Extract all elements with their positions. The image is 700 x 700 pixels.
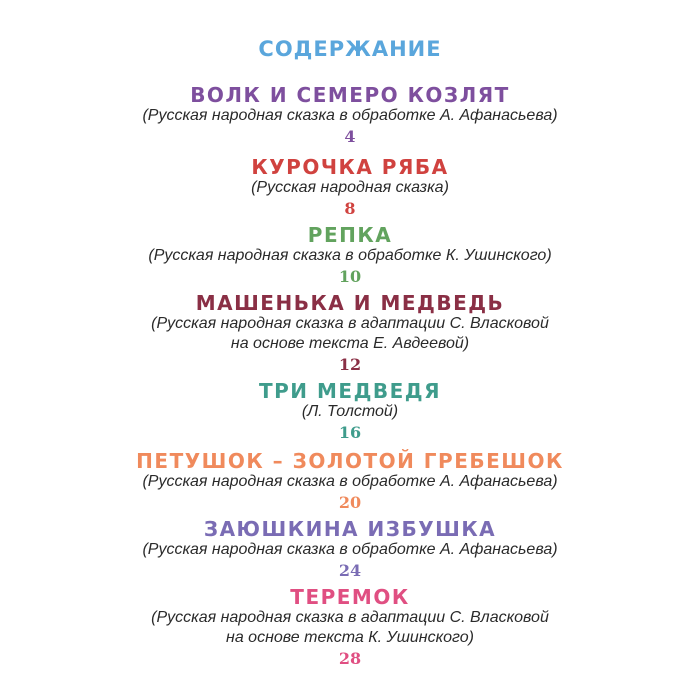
- toc-entry-page-number: 8: [344, 199, 356, 218]
- toc-entry-page-number: 4: [344, 127, 356, 146]
- toc-entry-title: ВОЛК И СЕМЕРО КОЗЛЯТ: [190, 83, 510, 107]
- toc-entry: [0, 84, 700, 148]
- toc-entry-note: на основе текста К. Ушинского): [226, 629, 474, 646]
- toc-entry-note: (Русская народная сказка): [251, 179, 449, 196]
- toc-entry: [0, 518, 700, 582]
- toc-entry-note: (Л. Толстой): [301, 403, 399, 420]
- toc-entry-note: (Русская народная сказка в обработке А. Афанасьева): [142, 473, 558, 490]
- toc-entry-note: (Русская народная сказка в обработке А. Афанасьева): [142, 541, 558, 558]
- toc-entry-note: (Русская народная сказка в обработке А. Афанасьева): [142, 107, 558, 124]
- toc-entry-title: РЕПКА: [307, 223, 393, 247]
- toc-entry-page-number: 28: [338, 649, 362, 668]
- toc-entry-title: ТЕРЕМОК: [290, 585, 410, 609]
- toc-entry-note: (Русская народная сказка в обработке К. Ушинского): [148, 247, 552, 264]
- toc-heading: СОДЕРЖАНИЕ: [258, 37, 442, 61]
- toc-entry-title: КУРОЧКА РЯБА: [251, 155, 449, 179]
- toc-entry-note: (Русская народная сказка в адаптации С. Власковой: [151, 315, 549, 332]
- toc-entry-note: (Русская народная сказка в адаптации С. Власковой: [151, 609, 549, 626]
- toc-entry-title: ТРИ МЕДВЕДЯ: [259, 379, 441, 403]
- toc-entry-page-number: 10: [338, 267, 362, 286]
- toc-entry: [0, 586, 700, 670]
- toc-entry-title: ЗАЮШКИНА ИЗБУШКА: [203, 517, 497, 541]
- toc-entry: [0, 156, 700, 220]
- toc-entry: [0, 224, 700, 288]
- toc-entry-page-number: 20: [338, 493, 362, 512]
- toc-entry-page-number: 24: [338, 561, 362, 580]
- toc-entry: [0, 380, 700, 444]
- toc-entry-page-number: 12: [338, 355, 362, 374]
- toc-entry: [0, 292, 700, 376]
- toc-entry: [0, 450, 700, 514]
- toc-entry-title: ПЕТУШОК – ЗОЛОТОЙ ГРЕБЕШОК: [136, 449, 564, 473]
- toc-entry-title: МАШЕНЬКА И МЕДВЕДЬ: [195, 291, 505, 315]
- toc-entry-note: на основе текста Е. Авдеевой): [230, 335, 470, 352]
- toc-entry-page-number: 16: [338, 423, 362, 442]
